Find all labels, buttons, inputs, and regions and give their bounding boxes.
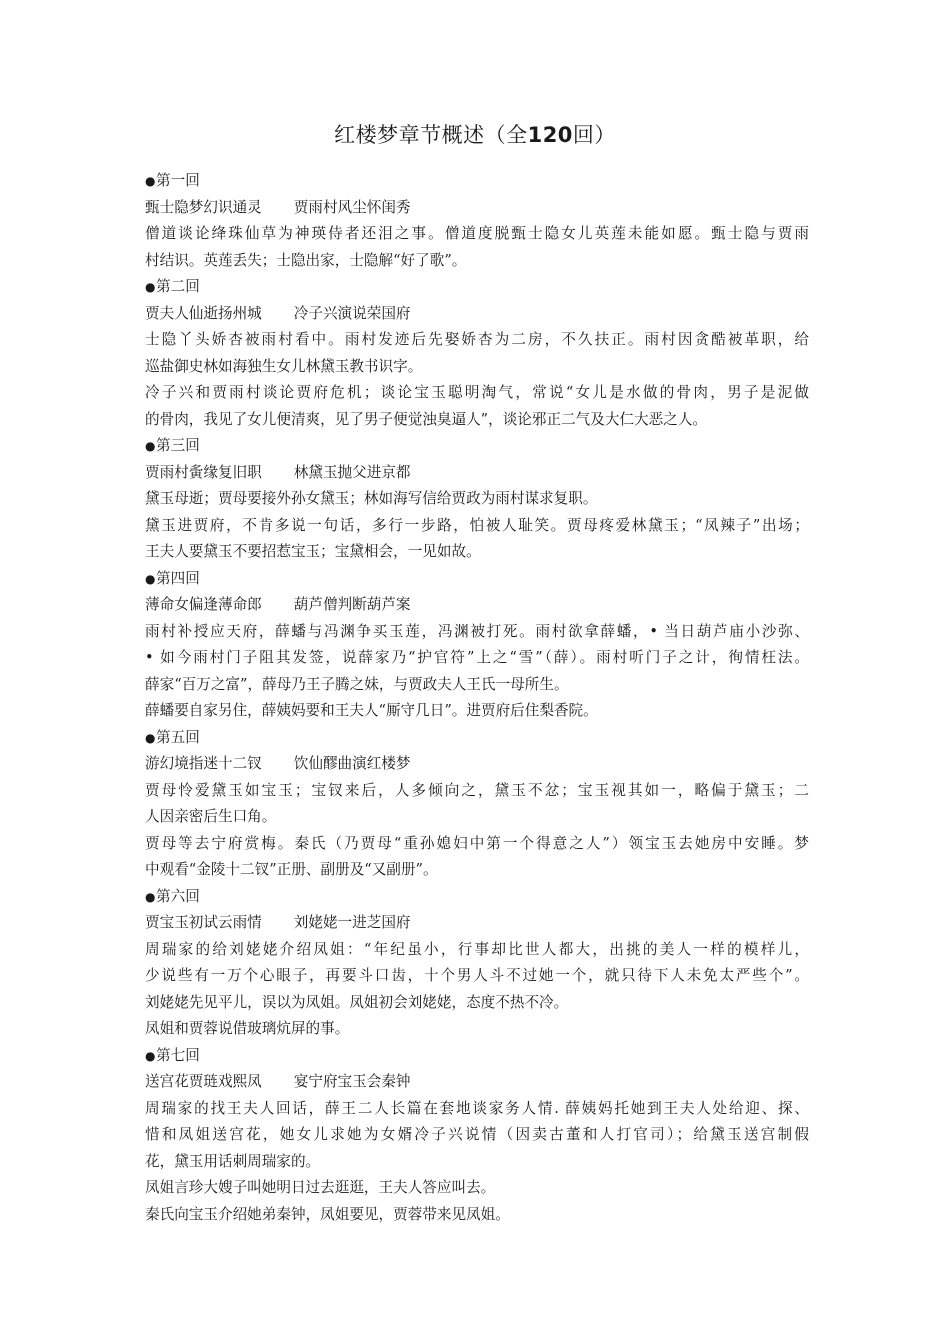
- chapter-couplet: 薄命女偏逢薄命郎 葫芦僧判断葫芦案: [145, 596, 411, 613]
- paragraph-line: 花，黛玉用话刺周瑞家的。: [145, 1152, 321, 1170]
- bullet-icon: ●: [145, 280, 156, 294]
- bullet-icon: ●: [145, 730, 156, 745]
- title-suffix: 回）: [572, 123, 616, 147]
- paragraph-line: 黛玉母逝；贾母要接外孙女黛玉；林如海写信给贾政为雨村谋求复职。: [145, 490, 598, 507]
- title-number: 120: [527, 123, 573, 147]
- title-prefix: 红楼梦章节概述（全: [334, 123, 528, 147]
- paragraph-line: 的骨肉，我见了女儿便清爽，见了男子便觉浊臭逼人”，谈论邪正二气及大仁大恶之人。: [145, 410, 708, 428]
- paragraph-line: 冷子兴和贾雨村谈论贾府危机；谈论宝玉聪明淘气，常说“女儿是水做的骨肉，男子是泥做: [145, 384, 809, 401]
- chapter-heading: ●第六回: [145, 884, 809, 911]
- paragraph-line: 村结识。英莲丢失；士隐出家，士隐解“好了歌”。: [145, 251, 467, 269]
- chapter-couplet: 甄士隐梦幻识通灵 贾雨村风尘怀闺秀: [145, 198, 411, 216]
- paragraph-line: 王夫人要黛玉不要招惹宝玉；宝黛相会，一见如故。: [145, 543, 481, 560]
- page-title: [0, 119, 950, 151]
- paragraph-line: 薛家“百万之富”，薛母乃王子腾之妹，与贾政夫人王氏一母所生。: [145, 675, 569, 693]
- paragraph-line: • 如今雨村门子阻其发签，说薛家乃“护官符”上之“雪”（薛）。雨村听门子之计，徇情枉法。: [145, 649, 809, 666]
- paragraph-line: 凤姐言珍大嫂子叫她明日过去逛逛，王夫人答应叫去。: [145, 1179, 496, 1196]
- bullet-icon: ●: [145, 439, 156, 453]
- paragraph-line: 黛玉进贾府，不肯多说一句话，多行一步路，怕被人耻笑。贾母疼爱林黛玉；“凤辣子”出场；: [145, 516, 809, 534]
- paragraph-line: 惜和凤姐送宫花，她女儿求她为女婿冷子兴说情（因卖古董和人打官司）；给黛玉送宫制假: [145, 1126, 809, 1143]
- chapter-couplet: 贾雨村夤缘复旧职 林黛玉抛父进京都: [145, 463, 411, 481]
- paragraph-line: 薛蟠要自家另住，薛姨妈要和王夫人“厮守几日”。进贾府后住梨香院。: [145, 702, 598, 719]
- chapter-couplet: 贾宝玉初试云雨情 刘姥姥一进芝国府: [145, 914, 411, 931]
- bullet-icon: ●: [145, 1048, 156, 1063]
- paragraph-line: 周瑞家的给刘姥姥介绍凤姐：“年纪虽小，行事却比世人都大，出挑的美人一样的模样儿，: [145, 940, 809, 958]
- paragraph-line: 刘姥姥先见平儿，误以为凤姐。凤姐初会刘姥姥，态度不热不冷。: [145, 993, 569, 1011]
- paragraph-line: 中观看“金陵十二钗”正册、副册及“又副册”。: [145, 861, 438, 878]
- chapter-couplet: 贾夫人仙逝扬州城 冷子兴演说荣国府: [145, 304, 411, 322]
- paragraph-line: 贾母怜爱黛玉如宝玉；宝钗来后，人多倾向之，黛玉不忿；宝玉视其如一，略偏于黛玉；二: [145, 781, 809, 799]
- chapter-heading: ●第七回: [145, 1043, 809, 1070]
- paragraph-line: 贾母等去宁府赏梅。秦氏（乃贾母“重孙媳妇中第一个得意之人”）领宝玉去她房中安睡。梦: [145, 834, 809, 852]
- paragraph-line: 雨村补授应天府，薛蟠与冯渊争买玉莲，冯渊被打死。雨村欲拿薛蟠，• 当日葫芦庙小沙弥、: [145, 622, 809, 640]
- paragraph-line: 凤姐和贾蓉说借玻璃炕屏的事。: [145, 1020, 350, 1037]
- chapter-heading: ●第一回: [145, 168, 809, 195]
- paragraph-line: 周瑞家的找王夫人回话，薛王二人长篇在套地谈家务人情. 薛姨妈托她到王夫人处给迎、探、: [145, 1099, 809, 1117]
- chapter-heading: ●第二回: [145, 274, 809, 301]
- chapter-heading: ●第四回: [145, 566, 809, 593]
- paragraph-line: 人因亲密后生口角。: [145, 808, 277, 825]
- bullet-icon: ●: [145, 889, 156, 904]
- chapter-heading: ●第三回: [145, 433, 809, 460]
- bullet-icon: ●: [145, 174, 156, 188]
- paragraph-line: 巡盐御史林如海独生女儿林黛玉教书识字。: [145, 357, 423, 375]
- paragraph-line: 僧道谈论绛珠仙草为神瑛侍者还泪之事。僧道度脱甄士隐女儿英莲未能如愿。甄士隐与贾雨: [145, 225, 809, 242]
- paragraph-line: 秦氏向宝玉介绍她弟秦钟，凤姐要见，贾蓉带来见凤姐。: [145, 1205, 510, 1223]
- bullet-icon: ●: [145, 571, 156, 586]
- chapter-heading: ●第五回: [145, 725, 809, 752]
- chapter-list: [145, 168, 809, 1228]
- paragraph-line: 士隐丫头娇杏被雨村看中。雨村发迹后先娶娇杏为二房，不久扶正。雨村因贪酷被革职，给: [145, 331, 809, 348]
- chapter-couplet: 送宫花贾琏戏熙凤 宴宁府宝玉会秦钟: [145, 1073, 411, 1090]
- chapter-couplet: 游幻境指迷十二钗 饮仙醪曲演红楼梦: [145, 755, 411, 772]
- paragraph-line: 少说些有一万个心眼子，再要斗口齿，十个男人斗不过她一个，就只待下人未免太严些个”。: [145, 967, 809, 984]
